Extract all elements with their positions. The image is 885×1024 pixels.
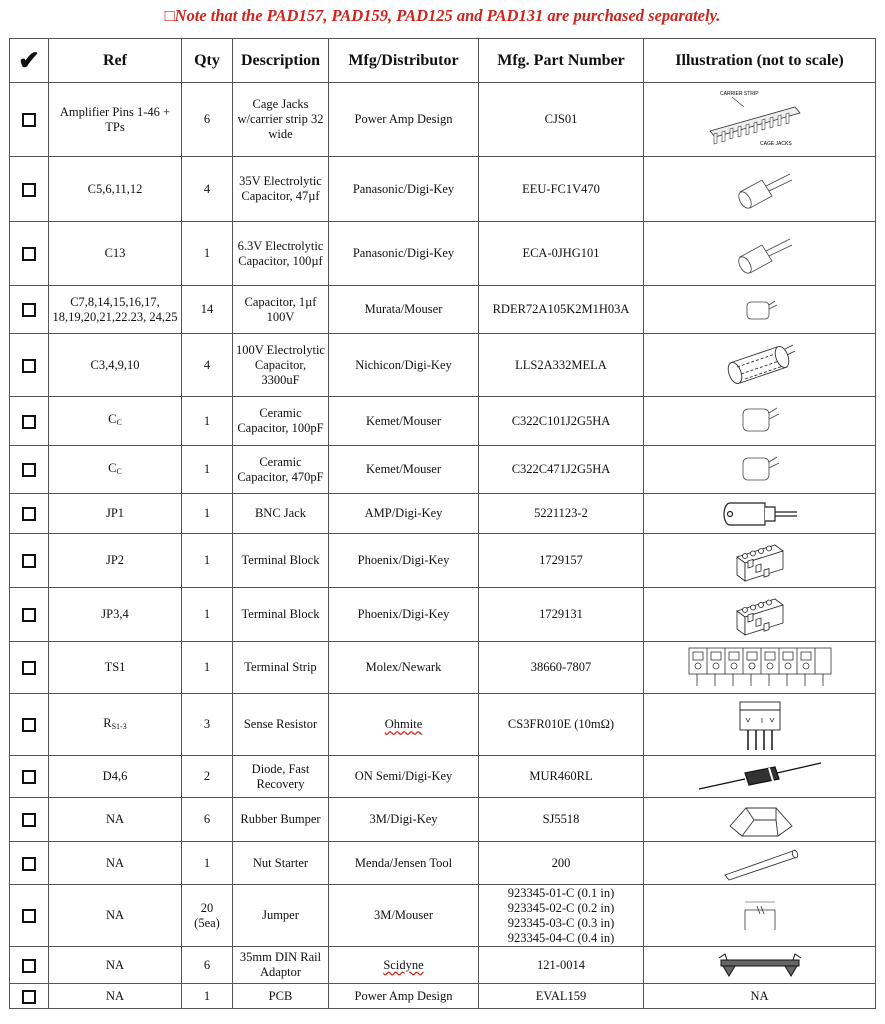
large-electrolytic-capacitor-illustration	[715, 337, 805, 393]
illustration-cell	[644, 157, 876, 222]
description-cell: PCB	[233, 984, 329, 1009]
qty-cell: 1	[182, 397, 233, 446]
description-cell: 6.3V Electrolytic Capacitor, 100µf	[233, 222, 329, 286]
mfg-cell: ON Semi/Digi-Key	[329, 756, 479, 798]
bnc-jack-illustration	[715, 499, 805, 529]
diode-illustration	[695, 759, 825, 795]
row-checkbox[interactable]	[10, 157, 49, 222]
qty-cell: 20 (5ea)	[182, 885, 233, 947]
part-number-cell: ECA-0JHG101	[479, 222, 644, 286]
qty-cell: 1	[182, 642, 233, 694]
table-row	[10, 947, 876, 984]
ref-cell: TS1	[49, 642, 182, 694]
description-cell: Diode, Fast Recovery	[233, 756, 329, 798]
header-row	[10, 39, 876, 83]
ref-cell: C13	[49, 222, 182, 286]
ceramic-capacitor-illustration	[735, 295, 785, 325]
ref-cell: Amplifier Pins 1-46 + TPs	[49, 83, 182, 157]
description-cell: Capacitor, 1µf 100V	[233, 286, 329, 334]
ref-cell: $C_C$	[49, 446, 182, 494]
part-number-cell: LLS2A332MELA	[479, 334, 644, 397]
rubber-bumper-illustration	[720, 800, 800, 840]
illustration-cell	[644, 642, 876, 694]
qty-cell: 1	[182, 494, 233, 534]
part-number-cell: 923345-01-C (0.1 in) 923345-02-C (0.2 in) 923345-03-C (0.3 in) 923345-04-C (0.4 in)	[479, 885, 644, 947]
illustration-cell	[644, 842, 876, 885]
mfg-cell: Power Amp Design	[329, 984, 479, 1009]
illustration-cell	[644, 494, 876, 534]
ref-header: Ref	[49, 39, 182, 83]
illustration-cell	[644, 694, 876, 756]
cage-jack-strip-illustration	[700, 87, 820, 153]
ceramic-capacitor-illustration	[733, 452, 787, 488]
illustration-cell	[644, 397, 876, 446]
mfg-cell: Nichicon/Digi-Key	[329, 334, 479, 397]
part-number-cell: EVAL159	[479, 984, 644, 1009]
description-cell: Sense Resistor	[233, 694, 329, 756]
description-cell: Cage Jacks w/carrier strip 32 wide	[233, 83, 329, 157]
description-cell: 100V Electrolytic Capacitor, 3300uF	[233, 334, 329, 397]
illustration-cell	[644, 222, 876, 286]
table-row	[10, 642, 876, 694]
purchase-note: □Note that the PAD157, PAD159, PAD125 and PAD131 are purchased separately.	[164, 6, 721, 25]
ref-cell: NA	[49, 885, 182, 947]
qty-cell: 6	[182, 947, 233, 984]
table-row	[10, 694, 876, 756]
row-checkbox[interactable]	[10, 222, 49, 286]
description-cell: BNC Jack	[233, 494, 329, 534]
qty-cell: 14	[182, 286, 233, 334]
description-cell: Terminal Block	[233, 588, 329, 642]
terminal-block-illustration	[725, 537, 795, 585]
row-checkbox[interactable]	[10, 397, 49, 446]
description-cell: Rubber Bumper	[233, 798, 329, 842]
ref-cell: C5,6,11,12	[49, 157, 182, 222]
table-row	[10, 494, 876, 534]
illustration-cell	[644, 947, 876, 984]
table-row	[10, 83, 876, 157]
table-row	[10, 798, 876, 842]
mfg-cell: Phoenix/Digi-Key	[329, 588, 479, 642]
part-number-cell: 38660-7807	[479, 642, 644, 694]
row-checkbox[interactable]	[10, 798, 49, 842]
description-header: Description	[233, 39, 329, 83]
description-cell: Nut Starter	[233, 842, 329, 885]
ref-cell: C3,4,9,10	[49, 334, 182, 397]
table-row	[10, 885, 876, 947]
row-checkbox[interactable]	[10, 334, 49, 397]
part-number-cell: 121-0014	[479, 947, 644, 984]
qty-cell: 3	[182, 694, 233, 756]
illustration-cell	[644, 885, 876, 947]
qty-header: Qty	[182, 39, 233, 83]
qty-cell: 6	[182, 798, 233, 842]
qty-cell: 4	[182, 157, 233, 222]
terminal-strip-illustration	[685, 644, 835, 692]
illustration-cell	[644, 286, 876, 334]
table-row	[10, 842, 876, 885]
mfg-cell: Menda/Jensen Tool	[329, 842, 479, 885]
mfg-cell: Power Amp Design	[329, 83, 479, 157]
illustration-cell: NA	[644, 984, 876, 1009]
illustration-header: Illustration (not to scale)	[644, 39, 876, 83]
table-row	[10, 222, 876, 286]
ref-cell: D4,6	[49, 756, 182, 798]
qty-cell: 2	[182, 756, 233, 798]
description-cell: Terminal Block	[233, 534, 329, 588]
mfg-cell: Molex/Newark	[329, 642, 479, 694]
qty-cell: 6	[182, 83, 233, 157]
part-number-cell: CS3FR010E (10mΩ)	[479, 694, 644, 756]
mfg-cell: Panasonic/Digi-Key	[329, 222, 479, 286]
ceramic-capacitor-illustration	[733, 403, 787, 439]
mfg-cell: 3M/Mouser	[329, 885, 479, 947]
mfg-cell: Kemet/Mouser	[329, 446, 479, 494]
terminal-block-illustration	[725, 591, 795, 639]
row-checkbox[interactable]	[10, 756, 49, 798]
table-row	[10, 534, 876, 588]
part-number-cell: 200	[479, 842, 644, 885]
ref-cell: $R_{S1-3}$	[49, 694, 182, 756]
part-number-cell: EEU-FC1V470	[479, 157, 644, 222]
illustration-cell	[644, 534, 876, 588]
row-checkbox[interactable]	[10, 984, 49, 1009]
part-number-cell: 5221123-2	[479, 494, 644, 534]
description-cell: 35mm DIN Rail Adaptor	[233, 947, 329, 984]
table-row	[10, 756, 876, 798]
row-checkbox[interactable]	[10, 588, 49, 642]
ref-cell: JP2	[49, 534, 182, 588]
qty-cell: 1	[182, 984, 233, 1009]
row-checkbox[interactable]	[10, 494, 49, 534]
illustration-cell	[644, 334, 876, 397]
mfg-cell: Murata/Mouser	[329, 286, 479, 334]
nut-starter-illustration	[715, 845, 805, 881]
ref-cell: NA	[49, 947, 182, 984]
description-cell: Terminal Strip	[233, 642, 329, 694]
table-row	[10, 588, 876, 642]
ref-cell: NA	[49, 984, 182, 1009]
qty-cell: 1	[182, 446, 233, 494]
part-number-header: Mfg. Part Number	[479, 39, 644, 83]
ref-cell: NA	[49, 842, 182, 885]
part-number-cell: RDER72A105K2M1H03A	[479, 286, 644, 334]
ref-cell: $C_C$	[49, 397, 182, 446]
illustration-cell	[644, 83, 876, 157]
table-row	[10, 334, 876, 397]
row-checkbox[interactable]	[10, 83, 49, 157]
illustration-cell	[644, 446, 876, 494]
illustration-cell	[644, 756, 876, 798]
part-number-cell: CJS01	[479, 83, 644, 157]
row-checkbox[interactable]	[10, 885, 49, 947]
qty-cell: 1	[182, 588, 233, 642]
part-number-cell: C322C101J2G5HA	[479, 397, 644, 446]
row-checkbox[interactable]	[10, 534, 49, 588]
row-checkbox[interactable]	[10, 842, 49, 885]
qty-cell: 4	[182, 334, 233, 397]
description-cell: Jumper	[233, 885, 329, 947]
mfg-cell: Scidyne	[329, 947, 479, 984]
mfg-cell: 3M/Digi-Key	[329, 798, 479, 842]
svg-text:CARRIER STRIP: CARRIER STRIP	[719, 90, 759, 97]
svg-text:CAGE JACKS: CAGE JACKS	[759, 140, 792, 147]
qty-cell: 1	[182, 534, 233, 588]
ref-cell: JP1	[49, 494, 182, 534]
row-checkbox[interactable]	[10, 642, 49, 694]
qty-cell: 1	[182, 842, 233, 885]
row-checkbox[interactable]	[10, 947, 49, 984]
description-cell: Ceramic Capacitor, 470pF	[233, 446, 329, 494]
table-row	[10, 446, 876, 494]
part-number-cell: 1729131	[479, 588, 644, 642]
sense-resistor-illustration	[730, 696, 790, 754]
table-row	[10, 397, 876, 446]
mfg-cell: Panasonic/Digi-Key	[329, 157, 479, 222]
qty-cell: 1	[182, 222, 233, 286]
part-number-cell: C322C471J2G5HA	[479, 446, 644, 494]
table-row	[10, 157, 876, 222]
table-row	[10, 984, 876, 1009]
din-rail-adaptor-illustration	[715, 950, 805, 980]
part-number-cell: MUR460RL	[479, 756, 644, 798]
mfg-cell: Phoenix/Digi-Key	[329, 534, 479, 588]
part-number-cell: 1729157	[479, 534, 644, 588]
illustration-cell	[644, 798, 876, 842]
row-checkbox[interactable]	[10, 286, 49, 334]
electrolytic-capacitor-illustration	[720, 229, 800, 279]
row-checkbox[interactable]	[10, 694, 49, 756]
ref-cell: C7,8,14,15,16,17, 18,19,20,21,22.23, 24,25	[49, 286, 182, 334]
checkmark-header: ✔	[10, 39, 49, 83]
description-cell: 35V Electrolytic Capacitor, 47µf	[233, 157, 329, 222]
row-checkbox[interactable]	[10, 446, 49, 494]
mfg-header: Mfg/Distributor	[329, 39, 479, 83]
part-number-cell: SJ5518	[479, 798, 644, 842]
ref-cell: NA	[49, 798, 182, 842]
bill-of-materials-table	[9, 38, 876, 1009]
illustration-cell	[644, 588, 876, 642]
jumper-illustration	[735, 896, 785, 936]
mfg-cell: Kemet/Mouser	[329, 397, 479, 446]
mfg-cell: Ohmite	[329, 694, 479, 756]
table-row	[10, 286, 876, 334]
ref-cell: JP3,4	[49, 588, 182, 642]
mfg-cell: AMP/Digi-Key	[329, 494, 479, 534]
description-cell: Ceramic Capacitor, 100pF	[233, 397, 329, 446]
electrolytic-capacitor-illustration	[720, 164, 800, 214]
